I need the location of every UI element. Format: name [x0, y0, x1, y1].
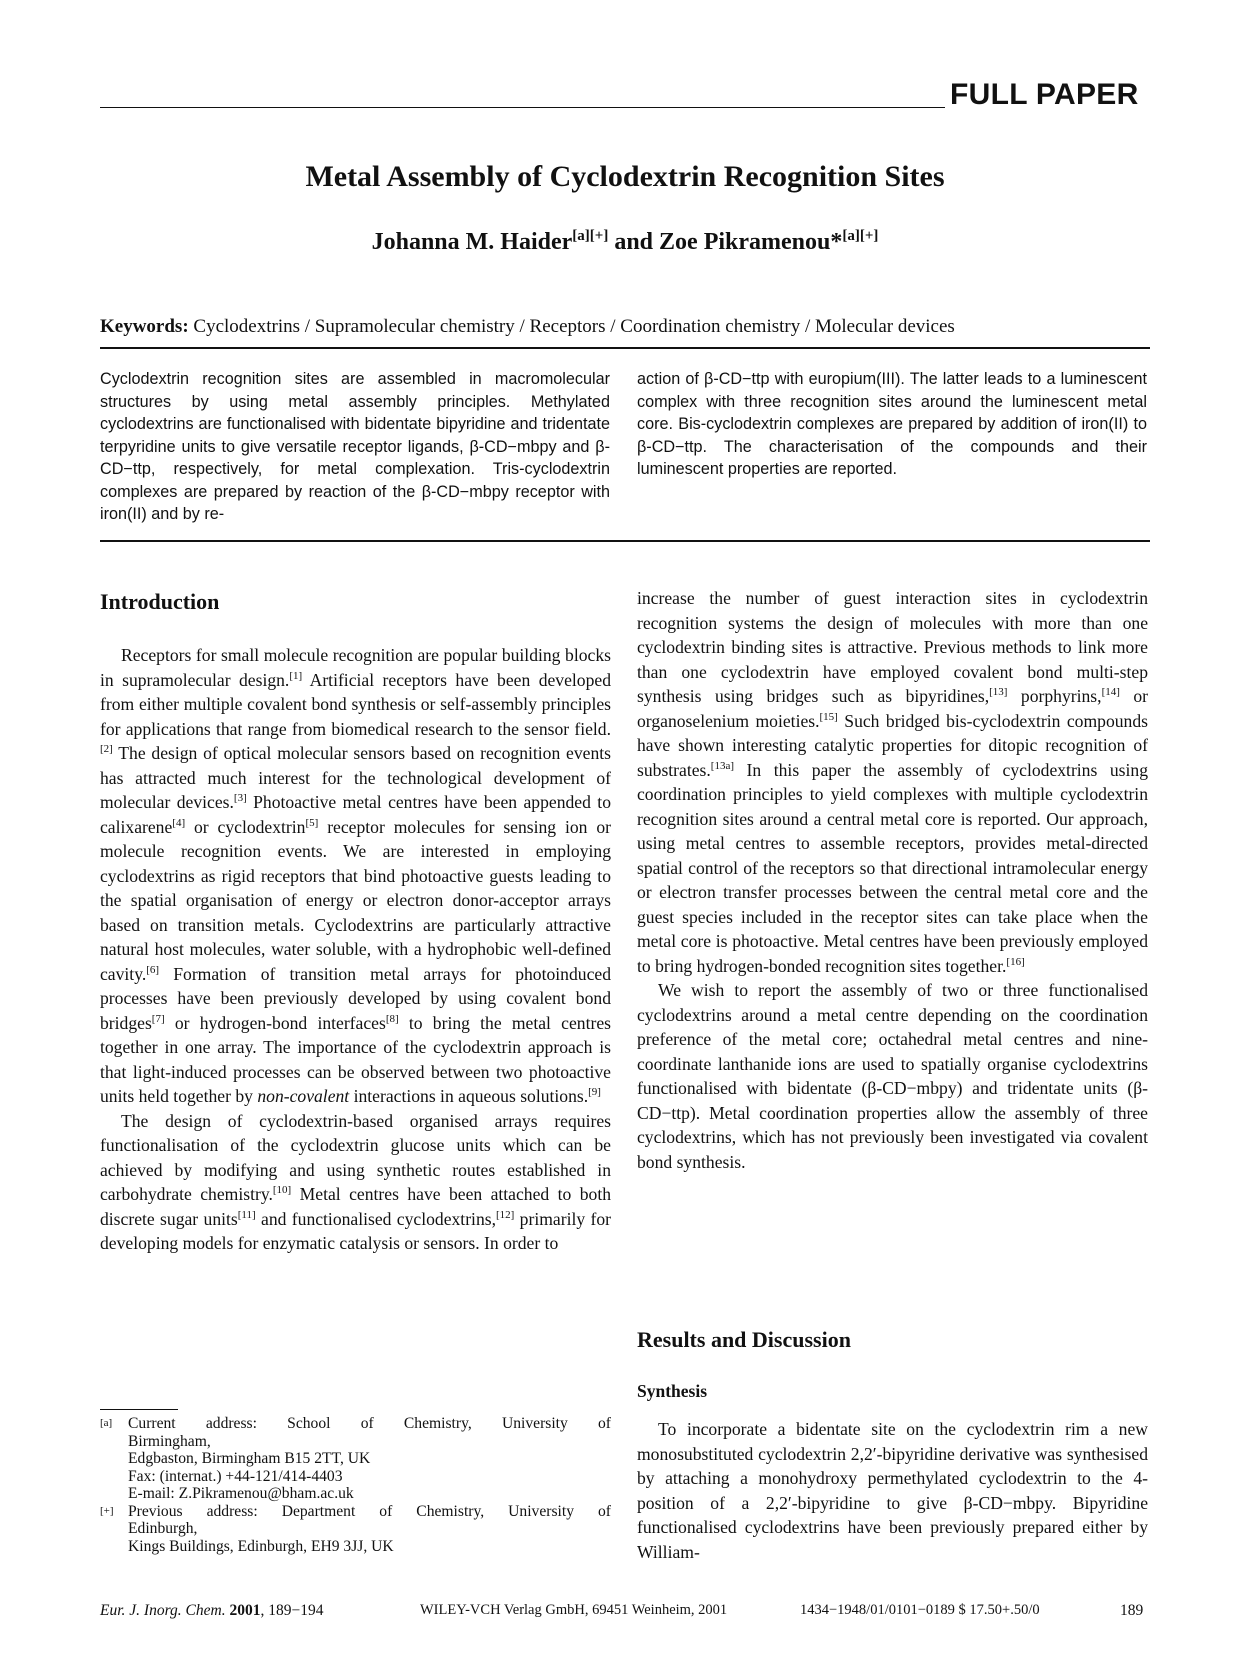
- citation[interactable]: [10]: [272, 1184, 292, 1197]
- journal-year: 2001: [229, 1602, 261, 1619]
- journal-name: Eur. J. Inorg. Chem.: [100, 1602, 226, 1619]
- results-heading: Results and Discussion: [637, 1327, 851, 1352]
- citation[interactable]: [6]: [146, 963, 160, 976]
- synthesis-paragraph-1: To incorporate a bidentate site on the cyclodextrin rim a new monosubstituted cyclodextrin 2,2′-bipyridine derivative was synthesised by attaching a monohydroxy permethylated cyclodextrin to the 4-position of a 2,2′-bipyridine to give β-CD−mbpy. Bipyridine functionalised cyclodextrins have been previously prepared either by William-: [637, 1419, 1148, 1562]
- intro-paragraph-3: increase the number of guest interaction sites in cyclodextrin recognition systems the design of molecules with more than one cyclodextrin binding sites is attractive. Previous methods to link more than one cyclodextrin have employed covalent bond multi-step synthesis using bridges such as bipyridines,[13] porphyrins,[14] or organoselenium moieties.[15] Such bridged bis-cyclodextrin compounds have shown interesting catalytic properties for ditopic recognition of substrates.[13a] In this paper the assembly of cyclodextrins using coordination principles to yield complexes with multiple cyclodextrin recognition sites around a central metal core is reported. Our approach, using metal centres to assemble receptors, provides metal-directed spatial control of the receptors so that directional intramolecular energy or electron transfer processes between the central metal core and the guest species included in the receptor sites can take place when the metal core is photoactive. Metal centres have been previously employed to bring hydrogen-bonded recognition sites together.[16]: [637, 588, 1148, 976]
- citation[interactable]: [2]: [100, 743, 113, 756]
- footnote-plus: [+] Previous address: Department of Chemistry, University of Edinburgh, Kings Buildings, Edinburgh, EH9 3JJ, UK: [100, 1502, 611, 1555]
- journal-pages: , 189−194: [260, 1602, 324, 1619]
- footer-publisher: WILEY-VCH Verlag GmbH, 69451 Weinheim, 2001: [420, 1602, 728, 1618]
- section-label: FULL PAPER: [950, 78, 1139, 111]
- citation[interactable]: [1]: [289, 669, 303, 682]
- abstract-rule: [100, 540, 1150, 542]
- authors-conjunction: and: [608, 229, 660, 255]
- intro-paragraph-2: The design of cyclodextrin-based organised arrays requires functionalisation of the cyclodextrin glucose units which can be achieved by modifying and using synthetic routes established in carbohydrate chemistry.[10] Metal centres have been attached to both discrete sugar units[11] and functionalised cyclodextrins,[12] primarily for developing models for enzymatic catalysis or sensors. In order to: [100, 1110, 612, 1253]
- email[interactable]: E-mail: Z.Pikramenou@bham.ac.uk: [128, 1485, 354, 1502]
- results-column: [637, 1417, 1148, 1564]
- citation[interactable]: [11]: [237, 1208, 256, 1221]
- citation[interactable]: [4]: [172, 816, 186, 829]
- synthesis-subheading: Synthesis: [637, 1381, 708, 1401]
- footer-citation: [100, 1602, 323, 1620]
- footnote-a: [a] Current address: School of Chemistry, University of Birmingham, Edgbaston, Birmingham B15 2TT, UK Fax: (internat.) +44-121/414-4403 E-mail: Z.Pikramenou@bham.ac.uk: [100, 1415, 611, 1502]
- citation[interactable]: [12]: [496, 1208, 515, 1221]
- footnote-marker: [+]: [100, 1504, 114, 1517]
- affiliation-marker: [a][+]: [842, 228, 879, 244]
- keywords-label: Keywords:: [100, 316, 189, 337]
- footnote-rule: [100, 1409, 178, 1410]
- right-column: [637, 586, 1148, 1174]
- citation[interactable]: [7]: [151, 1012, 165, 1025]
- keywords-list: Cyclodextrins / Supramolecular chemistry / Receptors / Coordination chemistry / Molecular devices: [188, 316, 955, 337]
- author-name: Zoe Pikramenou*: [659, 229, 843, 255]
- keywords: [100, 316, 1150, 338]
- footnote-marker: [a]: [100, 1417, 113, 1429]
- citation[interactable]: [5]: [305, 816, 319, 829]
- citation[interactable]: [3]: [233, 792, 247, 805]
- keywords-rule: [100, 347, 1150, 349]
- introduction-heading: Introduction: [100, 589, 220, 614]
- left-column: [100, 643, 611, 1256]
- citation[interactable]: [13a]: [710, 759, 735, 772]
- header-rule: [100, 107, 945, 108]
- affiliation-marker: [a][+]: [572, 228, 609, 244]
- page-number: 189: [1120, 1602, 1144, 1619]
- abstract-left: Cyclodextrin recognition sites are assembled in macromolecular structures by using metal assembly principles. Methylated cyclodextrins are functionalised with bidentate bipyridine and tridentate terpyridine units to give versatile receptor ligands, β-CD−mbpy and β-CD−ttp, respectively, for metal complexation. Tris-cyclodextrin complexes are prepared by reaction of the β-CD−mbpy receptor with iron(II) and by re-: [100, 370, 610, 523]
- citation[interactable]: [14]: [1101, 686, 1120, 699]
- citation[interactable]: [8]: [385, 1012, 399, 1025]
- footer-code: 1434−1948/01/0101−0189 $ 17.50+.50/0: [800, 1602, 1040, 1618]
- citation[interactable]: [13]: [989, 686, 1008, 699]
- emphasis: non-covalent: [257, 1086, 350, 1106]
- citation[interactable]: [9]: [588, 1086, 601, 1099]
- citation[interactable]: [16]: [1006, 955, 1025, 968]
- author-name: Johanna M. Haider: [371, 229, 573, 255]
- article-title: Metal Assembly of Cyclodextrin Recognition Sites: [305, 160, 945, 193]
- authors: [100, 228, 1150, 256]
- citation[interactable]: [15]: [819, 710, 838, 723]
- abstract-right: action of β-CD−ttp with europium(III). The latter leads to a luminescent complex with three recognition sites around the luminescent metal core. Bis-cyclodextrin complexes are prepared by addition of iron(II) to β-CD−ttp. The characterisation of the compounds and their luminescent properties are reported.: [637, 370, 1147, 478]
- intro-paragraph-1: Receptors for small molecule recognition are popular building blocks in supramolecular design.[1] Artificial receptors have been developed from either multiple covalent bond synthesis or self-assembly principles for applications that range from biomedical research to the sensor field.[2] The design of optical molecular sensors based on recognition events has attracted much interest for the technological development of molecular devices.[3] Photoactive metal centres have been appended to calixarene[4] or cyclodextrin[5] receptor molecules for sensing ion or molecule recognition events. We are interested in employing cyclodextrins as rigid receptors that bind photoactive guests leading to the spatial organisation of energy or electron donor-acceptor arrays based on transition metals. Cyclodextrins are particularly attractive natural host molecules, water soluble, with a hydrophobic well-defined cavity.[6] Formation of transition metal arrays for photoinduced processes have been previously developed by using covalent bond bridges[7] or hydrogen-bond interfaces[8] to bring the metal centres together in one array. The importance of the cyclodextrin approach is that light-induced processes can be observed between two photoactive units held together by non-covalent interactions in aqueous solutions.[9]: [100, 645, 612, 1106]
- footnotes: [100, 1415, 611, 1555]
- intro-paragraph-4: We wish to report the assembly of two or three functionalised cyclodextrins around a metal centre depending on the coordination preference of the metal core; octahedral metal centres and nine-coordinate lanthanide ions are used to spatially organise cyclodextrins functionalised with bidentate (β-CD−mbpy) and tridentate units (β-CD−ttp). Metal coordination properties allow the assembly of three cyclodextrins, which has not previously been investigated via covalent bond synthesis.: [637, 980, 1148, 1172]
